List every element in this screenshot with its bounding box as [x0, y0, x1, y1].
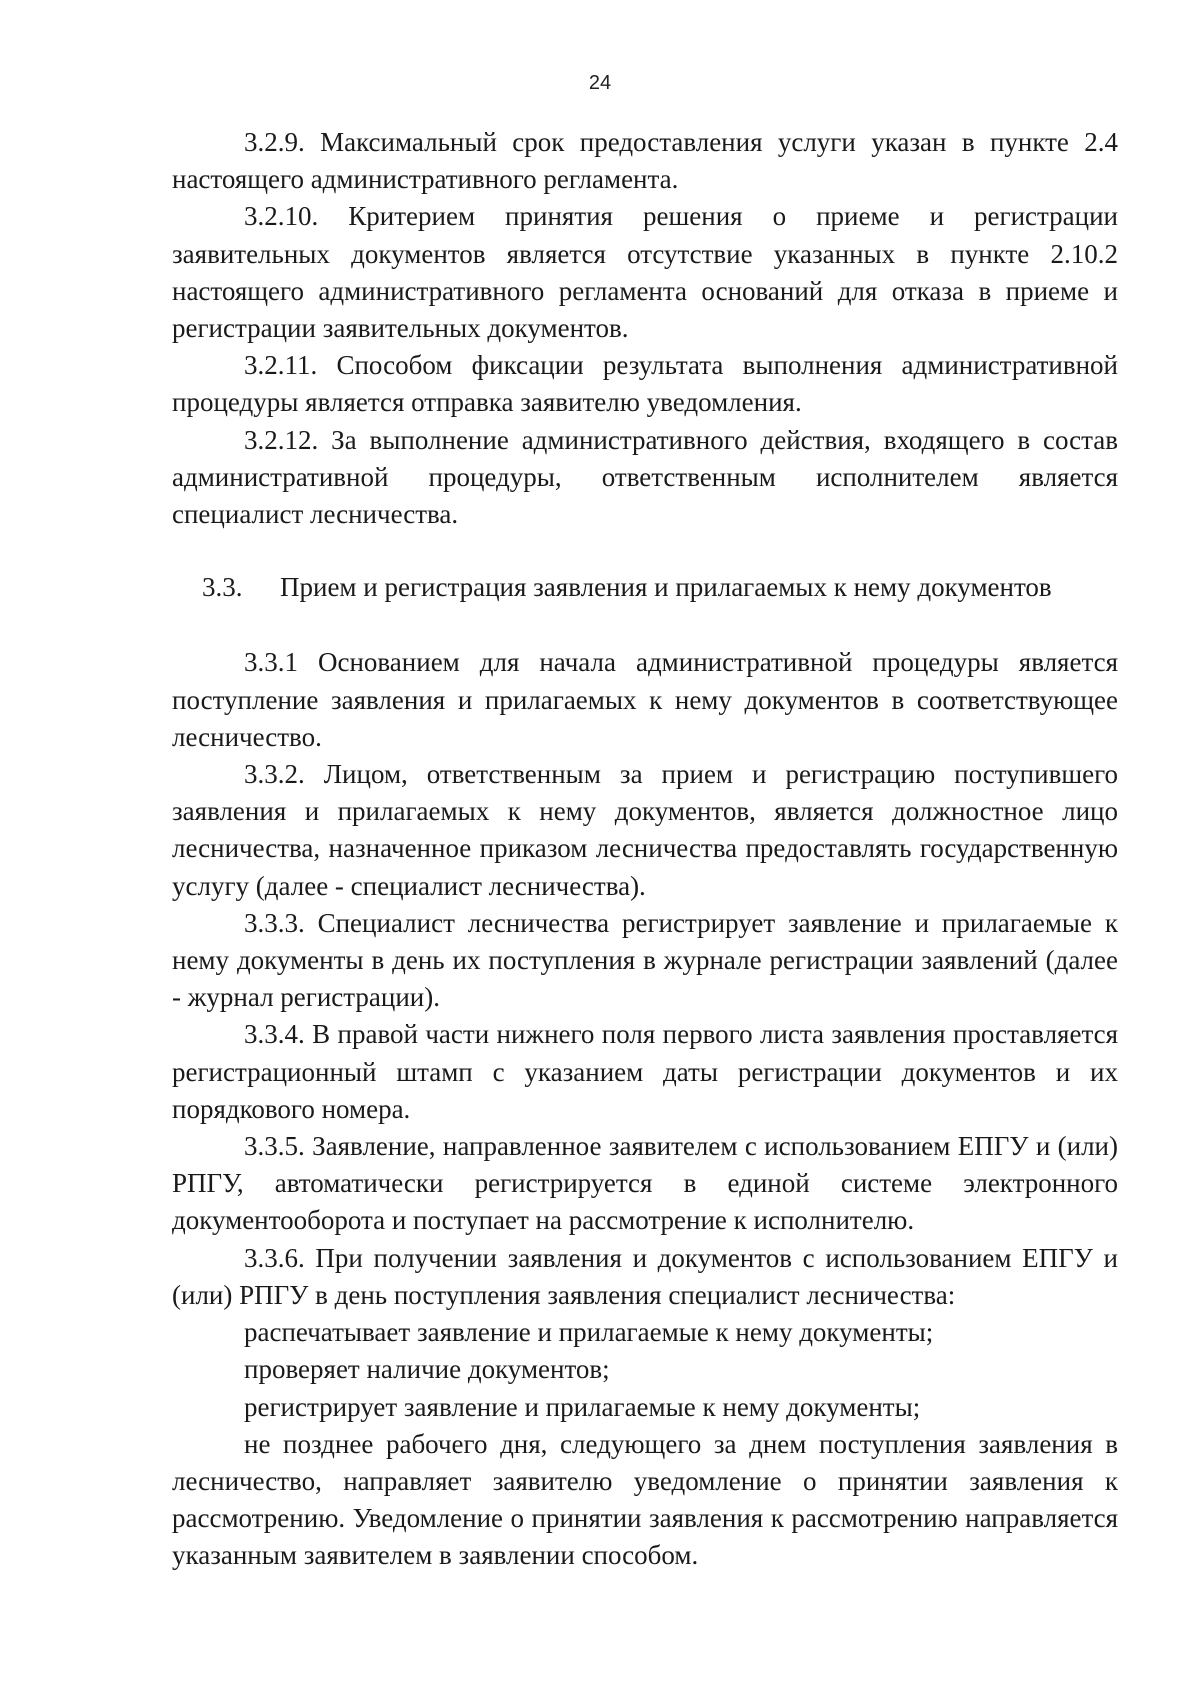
paragraph-3-3-3: 3.3.3. Специалист лесничества регистрирует заявление и прилагаемые к нему документы в день их поступления в журнале регистрации заявлений (далее - журнал регистрации).	[172, 907, 1118, 1013]
paragraph-3-2-11: 3.2.11. Способом фиксации результата выполнения административной процедуры является отправка заявителю уведомления.	[172, 350, 1118, 418]
section-heading	[172, 569, 1118, 606]
paragraph-3-3-2: 3.3.2. Лицом, ответственным за прием и регистрацию поступившего заявления и прилагаемых к нему документов, является должностное лицо лесничества, назначенное приказом лесничества предоставлять государственную услугу (далее - специалист лесничества).	[172, 759, 1118, 901]
paragraph-3-3-6: 3.3.6. При получении заявления и документов с использованием ЕПГУ и (или) РПГУ в день поступления заявления специалист лесничества:	[172, 1242, 1118, 1310]
list-item-register: регистрирует заявление и прилагаемые к нему документы;	[244, 1391, 921, 1422]
paragraph-3-3-4: 3.3.4. В правой части нижнего поля первого листа заявления проставляется регистрационный штамп с указанием даты регистрации документов и их порядкового номера.	[172, 1019, 1118, 1124]
paragraph-3-2-9: 3.2.9. Максимальный срок предоставления услуги указан в пункте 2.4 настоящего административного регламента.	[172, 127, 1118, 195]
section-title: Прием и регистрация заявления и прилагаемых к нему документов	[280, 572, 1052, 603]
list-item-check: проверяет наличие документов;	[244, 1354, 610, 1385]
paragraph-3-2-12: 3.2.12. За выполнение административного действия, входящего в состав административной процедуры, ответственным исполнителем является специалист лесничества.	[172, 424, 1118, 530]
list-item-notify: не позднее рабочего дня, следующего за днем поступления заявления в лесничество, направляет заявителю уведомление о принятии заявления к рассмотрению. Уведомление о принятии заявления к рассмотрению направляется указанным заявителем в заявлении способом.	[172, 1428, 1118, 1571]
page-number: 24	[588, 72, 612, 94]
paragraph-3-3-5: 3.3.5. Заявление, направленное заявителем с использованием ЕПГУ и (или) РПГУ, автоматически регистрируется в единой системе электронного документооборота и поступает на рассмотрение к исполнителю.	[172, 1131, 1118, 1236]
paragraph-3-2-10: 3.2.10. Критерием принятия решения о приеме и регистрации заявительных документов является отсутствие указанных в пункте 2.10.2 настоящего административного регламента оснований для отказа в приеме и регистрации заявительных документов.	[172, 201, 1118, 344]
list-item-print: распечатывает заявление и прилагаемые к нему документы;	[244, 1317, 934, 1348]
section-number: 3.3.	[202, 572, 243, 603]
document-body	[172, 124, 1118, 1575]
paragraph-3-3-1: 3.3.1 Основанием для начала административной процедуры является поступление заявления и прилагаемых к нему документов в соответствующее лесничество.	[172, 647, 1118, 752]
